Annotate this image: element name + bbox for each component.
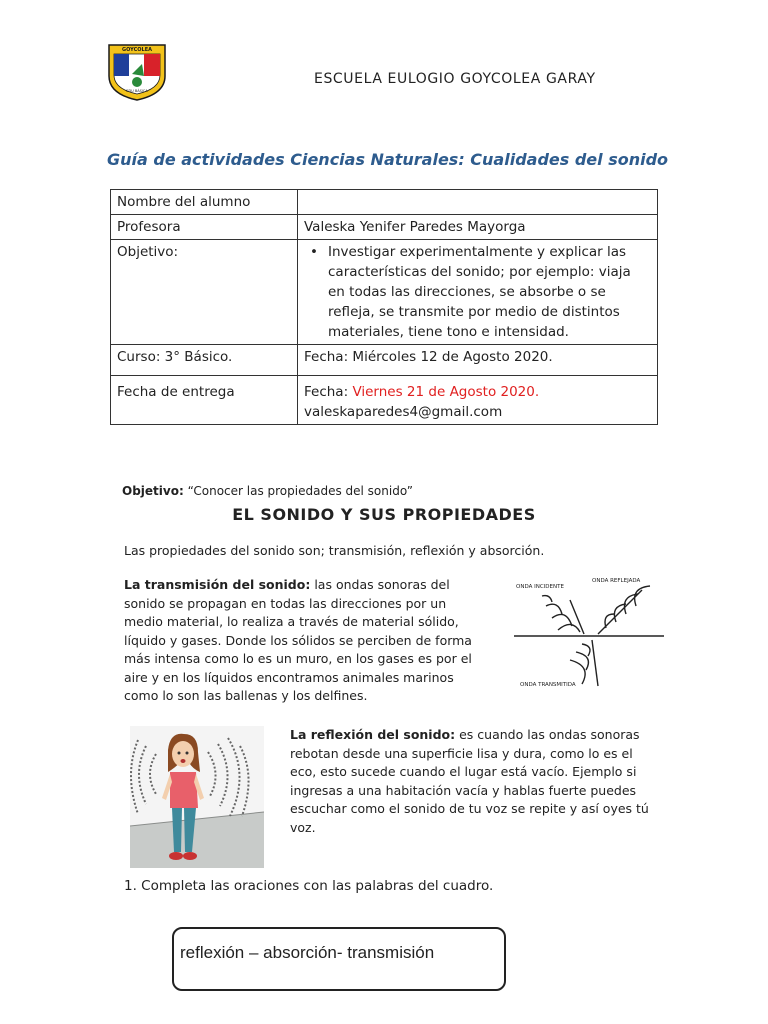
reflection-label: La reflexión del sonido: (290, 727, 456, 742)
student-name-field[interactable] (298, 190, 658, 215)
incident-wave-label: ONDA INCIDENTE (516, 584, 564, 590)
table-cell-label: Profesora (111, 215, 298, 240)
table-row (111, 215, 658, 240)
section-heading: EL SONIDO Y SUS PROPIEDADES (232, 505, 536, 524)
word-bank-text: reflexión – absorción- transmisión (180, 943, 435, 962)
transmission-text: las ondas sonoras del sonido se propagan en todas las direcciones por un medio material, lo realiza a través de material sólido, líquido y gases. Donde los sólidos se perciben de forma más intensa como lo es un muro, en los gases es por el aire y en los líquidos encontramos animales marinos como lo son las ballenas y los delfines. (124, 577, 472, 703)
transmitted-waves (570, 640, 598, 686)
table-cell-label: Objetivo: (111, 240, 298, 345)
table-cell-value: Valeska Yenifer Paredes Mayorga (298, 215, 658, 240)
table-cell-label: Curso: 3° Básico. (111, 345, 298, 376)
transmission-label: La transmisión del sonido: (124, 577, 311, 592)
reflection-text: es cuando las ondas sonoras rebotan desde una superficie lisa y dura, como lo es el eco, esto sucede cuando el lugar está vacío. Ejemplo si ingresas a una habitación vacía y hablas fuerte puedes escuchar como el sonido de tu voz se repite y así oyes tú voz. (290, 727, 649, 835)
objective-bullet: • Investigar experimentalmente y explicar las características del sonido; por ejemplo: viaja en todas las direcciones, se absorbe o se refleja, se transmite por medio de distintos materiales, tiene tono e intensidad. (304, 242, 651, 342)
objective-label: Objetivo: (122, 484, 184, 498)
table-cell-value (298, 376, 658, 425)
reflection-paragraph (290, 726, 662, 837)
reflected-wave-label: ONDA REFLEJADA (592, 578, 641, 584)
table-row (111, 190, 658, 215)
table-row (111, 240, 658, 345)
word-bank-box (172, 927, 506, 991)
table-cell-value: Fecha: Miércoles 12 de Agosto 2020. (298, 345, 658, 376)
student-info-table (110, 189, 658, 425)
svg-text:GOYCOLEA: GOYCOLEA (121, 47, 153, 53)
properties-intro: Las propiedades del sonido son; transmisión, reflexión y absorción. (124, 543, 545, 558)
table-cell-label: Nombre del alumno (111, 190, 298, 215)
svg-text:EDU BÁSICA: EDU BÁSICA (126, 89, 148, 93)
transmitted-wave-label: ONDA TRANSMITIDA (520, 682, 576, 688)
objective-line (122, 484, 413, 498)
sound-wave-diagram (512, 574, 666, 694)
teacher-email[interactable]: valeskaparedes4@gmail.com (304, 404, 503, 420)
school-crest-logo (106, 42, 168, 102)
table-row (111, 345, 658, 376)
reflected-waves (598, 586, 650, 634)
page-title: Guía de actividades Ciencias Naturales: Cualidades del sonido (107, 150, 669, 169)
girl-speaking-illustration (130, 726, 264, 868)
school-name: ESCUELA EULOGIO GOYCOLEA GARAY (314, 71, 596, 87)
transmission-paragraph (124, 576, 484, 706)
objective-text: “Conocer las propiedades del sonido” (183, 484, 413, 498)
table-cell-label: Fecha de entrega (111, 376, 298, 425)
incident-waves (542, 596, 584, 634)
due-date-prefix: Fecha: (304, 384, 353, 400)
table-cell-value (298, 240, 658, 345)
question-1: 1. Completa las oraciones con las palabras del cuadro. (124, 878, 494, 894)
due-date: Viernes 21 de Agosto 2020. (352, 384, 540, 400)
table-row (111, 376, 658, 425)
